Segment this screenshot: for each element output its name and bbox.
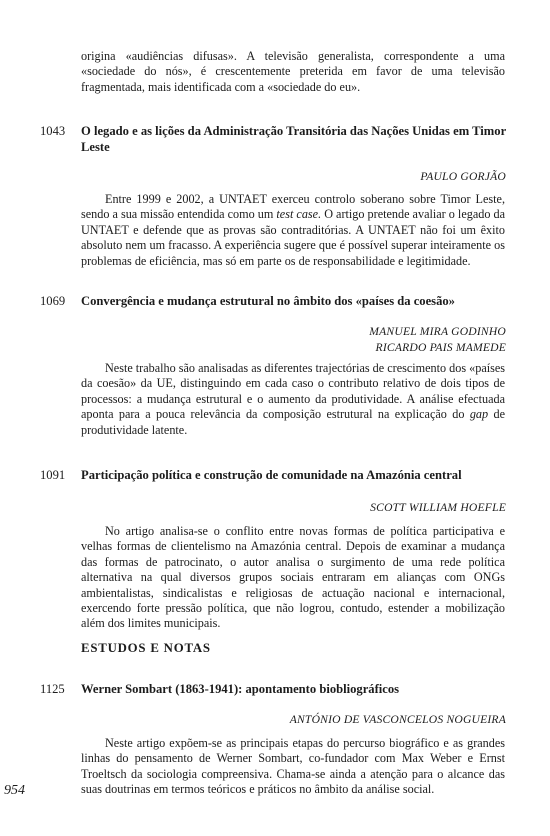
entry-abstract: Neste trabalho são analisadas as diferentes trajectórias de crescimento dos «países da coesão» da UE, distinguindo em cada caso o contributo relativo de dois tipos de processos: a mudança estrutural e o aumento da produtividade. A análise efectuada aponta para a pouca relevância da composição estrutural na explicação do gap de produtividade latente. [81,361,506,437]
entry-title: Participação política e construção de comunidade na Amazónia central [81,468,462,482]
entry-author: MANUEL MIRA GODINHO [369,325,506,338]
continuation-paragraph: origina «audiências difusas». A televisão generalista, correspondente a uma «sociedade do nós», é crescentemente preterida em favor de uma televisão fragmentada, mais identificada com a «sociedade do eu». [81,49,505,94]
entry-number: 1069 [40,294,66,308]
entry-abstract: No artigo analisa-se o conflito entre novas formas de política participativa e velhas formas de clientelismo na Amazónia central. Depois de examinar a mudança das formas de patrocinato, o autor analisa o surgimento de uma rede política alternativa na qual diversos grupos sociais entraram em alianças com ONGs ambientalistas, sindicalistas e religiosas de actuação nacional e internacional, exercendo forte pressão política, que não logrou, contudo, estender a mobilização além dos limites municipais. [81,524,505,631]
entry-author: PAULO GORJÃO [420,170,506,183]
entry-author: RICARDO PAIS MAMEDE [375,341,506,354]
page-number: 954 [4,783,25,798]
entry-number: 1043 [40,124,66,138]
entry-author: SCOTT WILLIAM HOEFLE [370,501,506,514]
entry-abstract: Neste artigo expõem-se as principais etapas do percurso biográfico e as grandes linhas do pensamento de Werner Sombart, co-fundador com Max Weber e Ernst Troeltsch da sociologia compreensiva. Chama-se ainda a atenção para o alcance das suas doutrinas em termos teóricos e práticos no âmbito da análise social. [81,736,505,797]
section-heading: ESTUDOS E NOTAS [81,641,211,655]
entry-number: 1125 [40,682,65,696]
entry-title: Convergência e mudança estrutural no âmbito dos «países da coesão» [81,294,455,308]
entry-title: O legado e as lições da Administração Transitória das Nações Unidas em Timor Leste [81,124,506,154]
entry-abstract: Entre 1999 e 2002, a UNTAET exerceu controlo soberano sobre Timor Leste, sendo a sua missão entendida como um test case. O artigo pretende avaliar o legado da UNTAET e defende que as provas são contraditórias. A UNTAET não foi um êxito absoluto nem um fracasso. A experiência sugere que é possível superar inteiramente os problemas de eficiência, mas só em parte os de responsabilidade e legitimidade. [81,192,505,268]
entry-title: Werner Sombart (1863-1941): apontamento biobliográficos [81,682,400,696]
entry-author: ANTÓNIO DE VASCONCELOS NOGUEIRA [289,713,506,726]
entry-number: 1091 [40,468,66,482]
